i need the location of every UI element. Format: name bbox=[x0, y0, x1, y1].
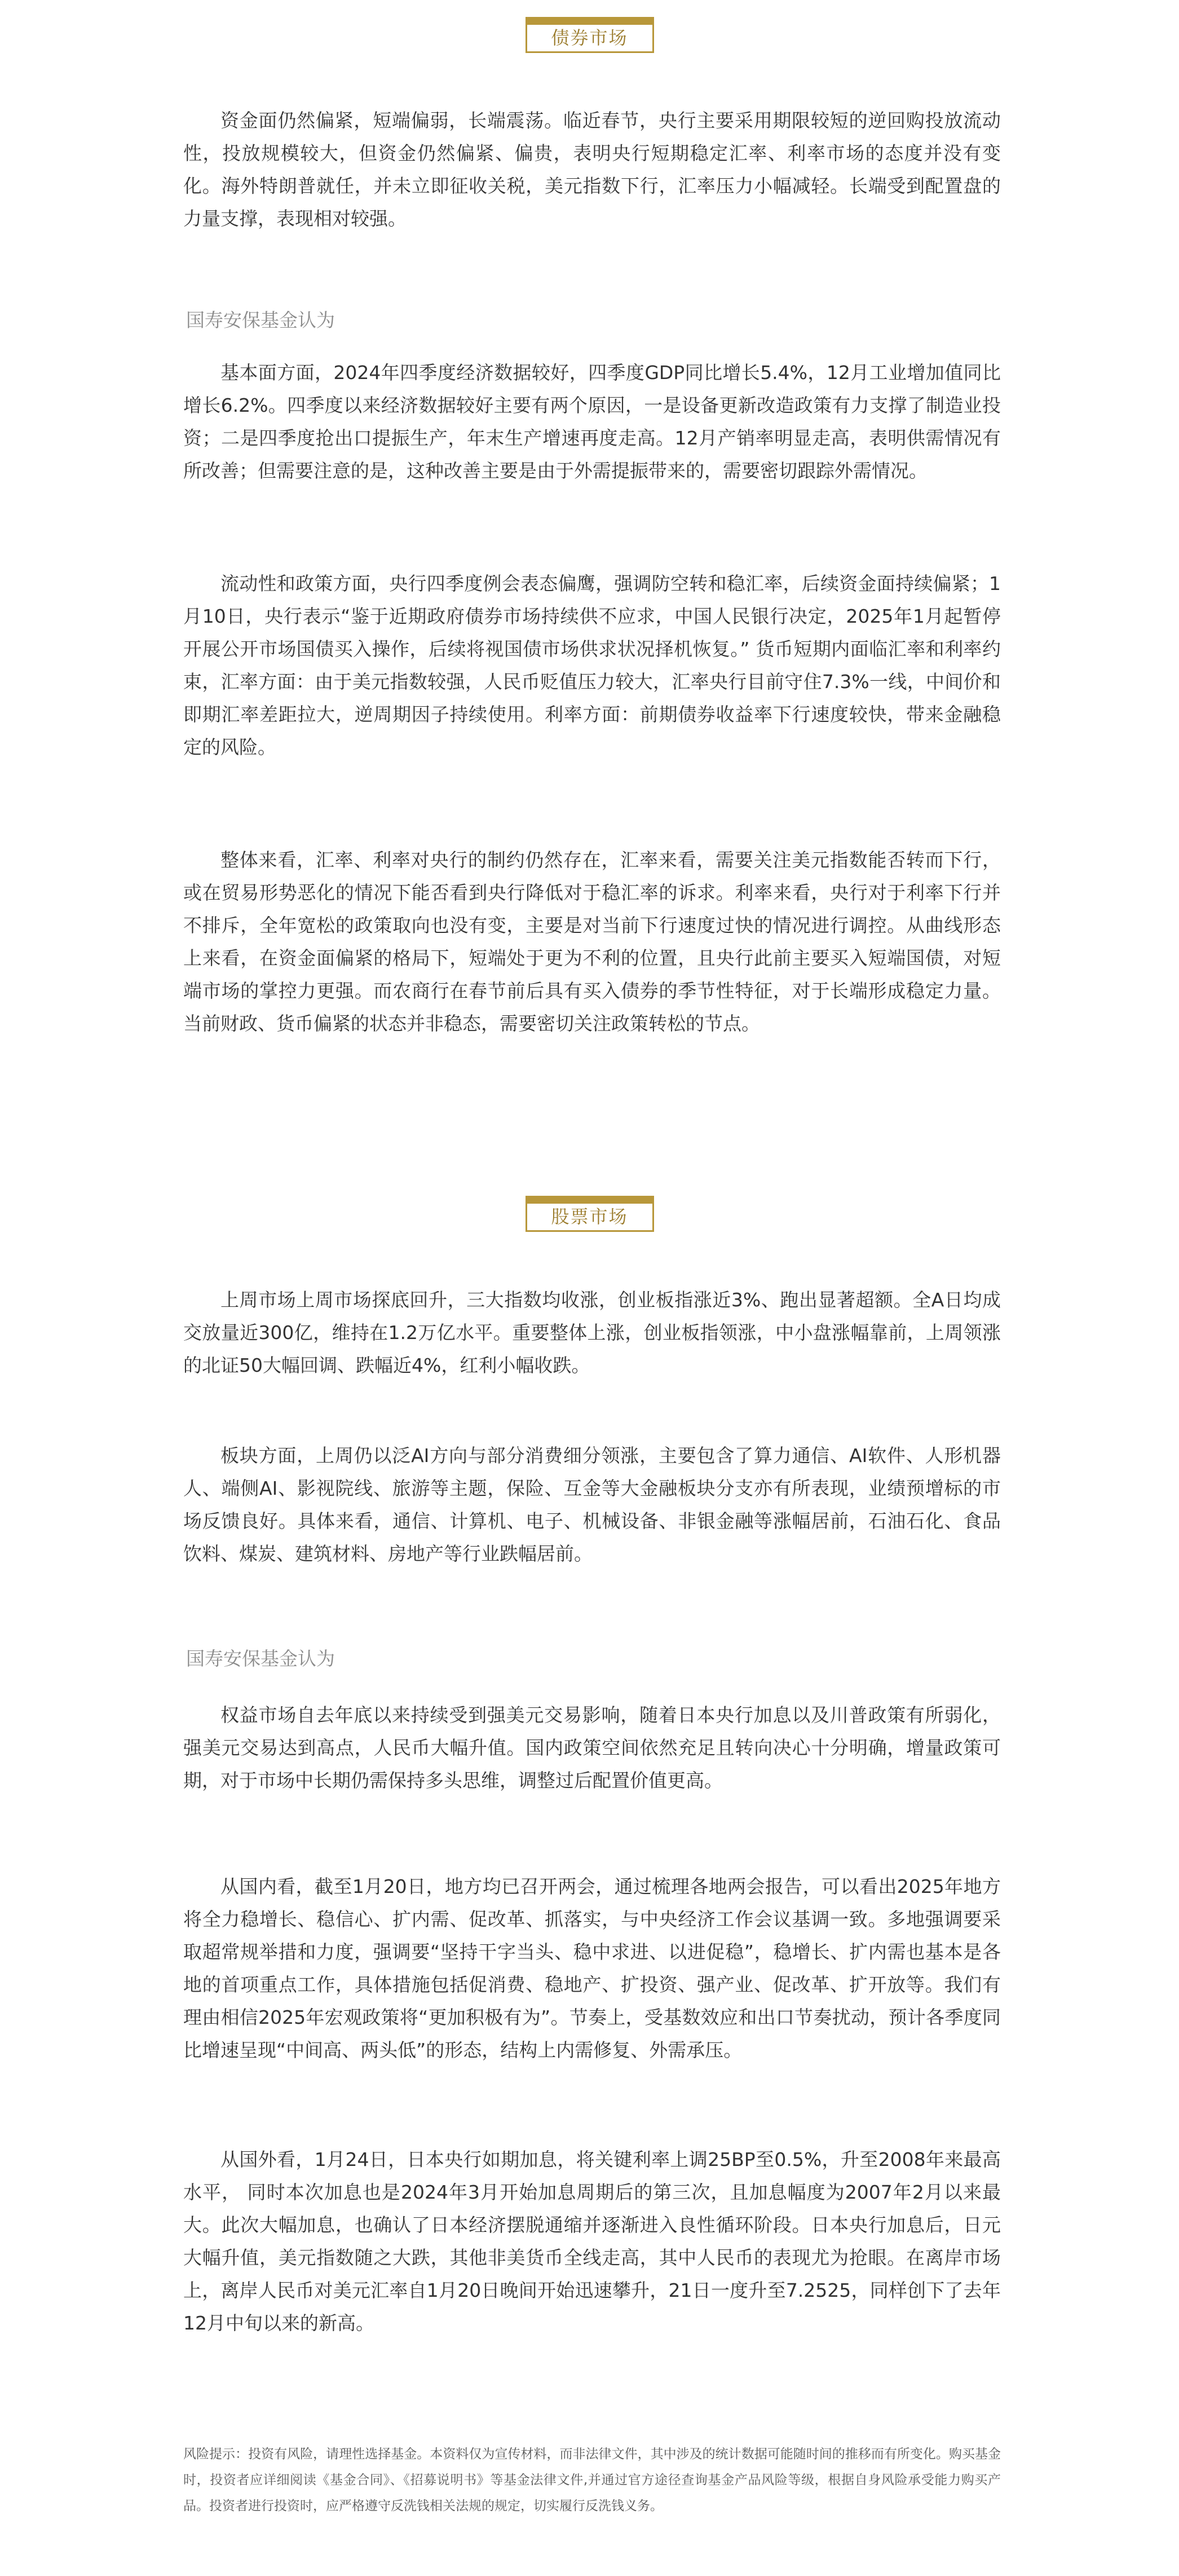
bond-liquidity-paragraph: 流动性和政策方面，央行四季度例会表态偏鹰，强调防空转和稳汇率，后续资金面持续偏紧；1月10日，央行表示“鉴于近期政府债券市场持续供不应求，中国人民银行决定，2025年1月起暂停开展公开市场国债买入操作，后续将视国债市场供求状况择机恢复。” 货币短期内面临汇率和利率约束，汇率方面：由于美元指数较强，人民币贬值压力较大，汇率央行目前守住7.3%一线，中间价和即期汇率差距拉大，逆周期因子持续使用。利率方面：前期债券收益率下行速度较快，带来金融稳定的风险。 bbox=[183, 573, 1001, 758]
risk-disclaimer: 风险提示：投资有风险，请理性选择基金。本资料仅为宣传材料，而非法律文件，其中涉及的统计数据可能随时间的推移而有所变化。购买基金时，投资者应详细阅读《基金合同》、《招募说明书》等基金法律文件,并通过官方途径查询基金产品风险等级，根据自身风险承受能力购买产品。投资者进行投资时，应严格遵守反洗钱相关法规的规定，切实履行反洗钱义务。 bbox=[183, 2447, 1001, 2513]
bond-overall-paragraph: 整体来看，汇率、利率对央行的制约仍然存在，汇率来看，需要关注美元指数能否转而下行，或在贸易形势恶化的情况下能否看到央行降低对于稳汇率的诉求。利率来看，央行对于利率下行并不排斥，全年宽松的政策取向也没有变，主要是对当前下行速度过快的情况进行调控。从曲线形态上来看，在资金面偏紧的格局下，短端处于更为不利的位置，且央行此前主要买入短端国债，对短端市场的掌控力更强。而农商行在春节前后具有买入债券的季节性特征，对于长端形成稳定力量。当前财政、货币偏紧的状态并非稳态，需要密切关注政策转松的节点。 bbox=[183, 849, 1001, 1034]
stock-market-section-tag: 股票市场 bbox=[526, 1196, 654, 1232]
stock-view-label: 国寿安保基金认为 bbox=[186, 1648, 335, 1670]
bond-fundamentals-paragraph: 基本面方面，2024年四季度经济数据较好，四季度GDP同比增长5.4%，12月工业增加值同比增长6.2%。四季度以来经济数据较好主要有两个原因，一是设备更新改造政策有力支撑了制造业投资；二是四季度抢出口提振生产，年末生产增速再度走高。12月产销率明显走高，表明供需情况有所改善；但需要注意的是，这种改善主要是由于外需提振带来的，需要密切跟踪外需情况。 bbox=[183, 362, 1001, 482]
stock-view-paragraph-overseas: 从国外看，1月24日，日本央行如期加息，将关键利率上调25BP至0.5%，升至2008年来最高水平， 同时本次加息也是2024年3月开始加息周期后的第三次，且加息幅度为2007年2月以来最大。此次大幅加息，也确认了日本经济摆脱通缩并逐渐进入良性循环阶段。日本央行加息后，日元大幅升值，美元指数随之大跌，其他非美货币全线走高，其中人民币的表现尤为抢眼。在离岸市场上，离岸人民币对美元汇率自1月20日晚间开始迅速攀升，21日一度升至7.2525，同样创下了去年12月中旬以来的新高。 bbox=[183, 2148, 1001, 2334]
stock-view-paragraph-1: 权益市场自去年底以来持续受到强美元交易影响，随着日本央行加息以及川普政策有所弱化，强美元交易达到高点，人民币大幅升值。国内政策空间依然充足且转向决心十分明确，增量政策可期，对于市场中长期仍需保持多头思维，调整过后配置价值更高。 bbox=[183, 1704, 1001, 1791]
stock-weekly-review-paragraph: 上周市场上周市场探底回升，三大指数均收涨，创业板指涨近3%、跑出显著超额。全A日均成交放量近300亿，维持在1.2万亿水平。重要整体上涨，创业板指领涨，中小盘涨幅靠前，上周领涨的北证50大幅回调、跌幅近4%，红利小幅收跌。 bbox=[183, 1289, 1001, 1376]
stock-sectors-paragraph: 板块方面，上周仍以泛AI方向与部分消费细分领涨，主要包含了算力通信、AI软件、人形机器人、端侧AI、影视院线、旅游等主题，保险、互金等大金融板块分支亦有所表现，业绩预增标的市场反馈良好。具体来看，通信、计算机、电子、机械设备、非银金融等涨幅居前，石油石化、食品饮料、煤炭、建筑材料、房地产等行业跌幅居前。 bbox=[183, 1445, 1001, 1565]
bond-view-label: 国寿安保基金认为 bbox=[186, 309, 335, 331]
bond-market-section-tag: 债券市场 bbox=[526, 17, 654, 53]
bond-intro-paragraph: 资金面仍然偏紧，短端偏弱，长端震荡。临近春节，央行主要采用期限较短的逆回购投放流动性，投放规模较大，但资金仍然偏紧、偏贵，表明央行短期稳定汇率、利率市场的态度并没有变化。海外特朗普就任，并未立即征收关税，美元指数下行，汇率压力小幅减轻。长端受到配置盘的力量支撑，表现相对较强。 bbox=[183, 109, 1001, 230]
stock-view-paragraph-domestic: 从国内看，截至1月20日，地方均已召开两会，通过梳理各地两会报告，可以看出2025年地方将全力稳增长、稳信心、扩内需、促改革、抓落实，与中央经济工作会议基调一致。多地强调要采取超常规举措和力度，强调要“坚持干字当头、稳中求进、以进促稳”，稳增长、扩内需也基本是各地的首项重点工作，具体措施包括促消费、稳地产、扩投资、强产业、促改革、扩开放等。我们有理由相信2025年宏观政策将“更加积极有为”。节奏上，受基数效应和出口节奏扰动，预计各季度同比增速呈现“中间高、两头低”的形态，结构上内需修复、外需承压。 bbox=[183, 1875, 1001, 2061]
